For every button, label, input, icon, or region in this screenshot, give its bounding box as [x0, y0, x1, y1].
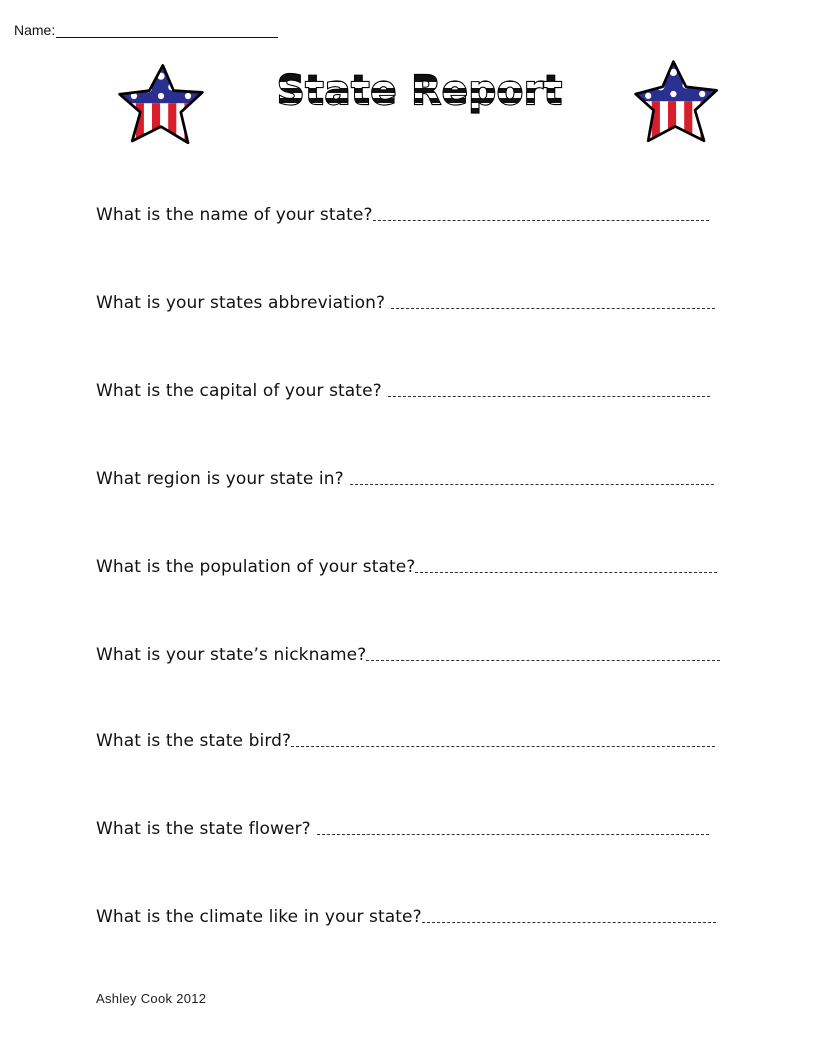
answer-blank-line[interactable] [291, 734, 715, 747]
name-field[interactable] [14, 22, 278, 38]
answer-blank-line[interactable] [415, 560, 717, 573]
question-text: What is the state flower? [96, 819, 311, 839]
question-text: What is your states abbreviation? [96, 293, 386, 313]
question-row [96, 205, 709, 225]
patriotic-star-icon [116, 60, 206, 150]
question-text: What is the population of your state? [96, 557, 416, 577]
question-text: What is the state bird? [96, 731, 292, 751]
question-text: What region is your state in? [96, 469, 344, 489]
answer-blank-line[interactable] [350, 472, 714, 485]
question-text: What is your state’s nickname? [96, 645, 367, 665]
patriotic-star-icon [632, 58, 722, 148]
answer-blank-line[interactable] [391, 296, 715, 309]
question-text: What is the name of your state? [96, 205, 373, 225]
answer-blank-line[interactable] [422, 910, 716, 923]
question-row [96, 557, 717, 577]
title-graphic [272, 60, 568, 116]
name-label: Name: [14, 22, 56, 38]
question-row [96, 907, 716, 927]
question-row [96, 381, 710, 401]
page-title: State Report [277, 68, 563, 114]
question-row [96, 469, 714, 489]
question-text: What is the climate like in your state? [96, 907, 422, 927]
answer-blank-line[interactable] [317, 822, 709, 835]
question-row [96, 645, 720, 665]
name-blank-line[interactable] [56, 24, 278, 38]
author-credit: Ashley Cook 2012 [96, 991, 207, 1006]
question-row [96, 293, 715, 313]
answer-blank-line[interactable] [366, 648, 720, 661]
question-row [96, 819, 709, 839]
question-row [96, 731, 715, 751]
answer-blank-line[interactable] [373, 208, 709, 221]
answer-blank-line[interactable] [388, 384, 710, 397]
question-text: What is the capital of your state? [96, 381, 382, 401]
